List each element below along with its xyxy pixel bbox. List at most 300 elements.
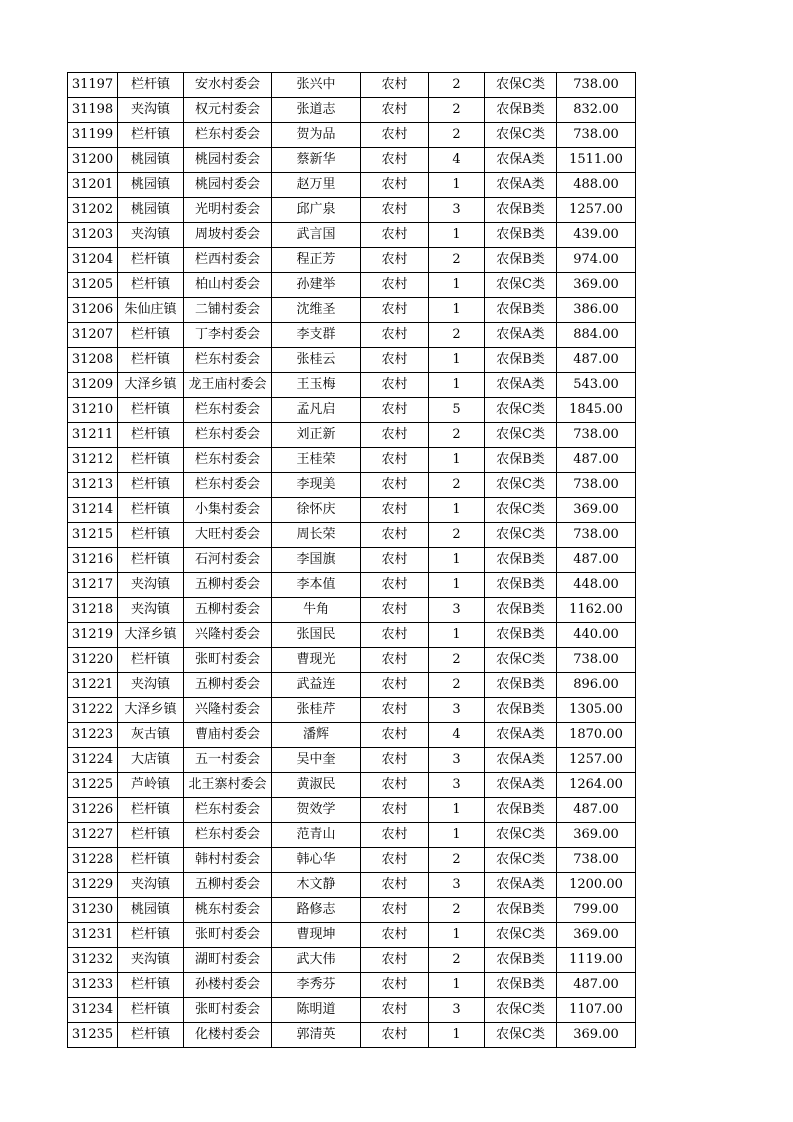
name-cell: 贺效学 xyxy=(272,798,361,823)
table-row xyxy=(68,1023,636,1048)
name-cell: 牛角 xyxy=(272,598,361,623)
household-count-cell: 1 xyxy=(429,823,485,848)
table-row xyxy=(68,398,636,423)
village-committee-cell: 北王寨村委会 xyxy=(184,773,272,798)
area-type-cell: 农村 xyxy=(361,548,429,573)
insurance-category-cell: 农保B类 xyxy=(485,973,557,998)
name-cell: 李秀芬 xyxy=(272,973,361,998)
household-count-cell: 3 xyxy=(429,773,485,798)
village-committee-cell: 大旺村委会 xyxy=(184,523,272,548)
name-cell: 李本值 xyxy=(272,573,361,598)
amount-cell: 738.00 xyxy=(557,523,636,548)
insurance-category-cell: 农保B类 xyxy=(485,548,557,573)
table-row xyxy=(68,923,636,948)
town-cell: 夹沟镇 xyxy=(118,98,184,123)
area-type-cell: 农村 xyxy=(361,348,429,373)
table-row xyxy=(68,748,636,773)
household-count-cell: 1 xyxy=(429,173,485,198)
table-row xyxy=(68,598,636,623)
name-cell: 张桂芹 xyxy=(272,698,361,723)
record-id-cell: 31228 xyxy=(68,848,118,873)
town-cell: 栏杆镇 xyxy=(118,548,184,573)
name-cell: 赵万里 xyxy=(272,173,361,198)
village-committee-cell: 化楼村委会 xyxy=(184,1023,272,1048)
village-committee-cell: 湖町村委会 xyxy=(184,948,272,973)
household-count-cell: 1 xyxy=(429,448,485,473)
amount-cell: 386.00 xyxy=(557,298,636,323)
household-count-cell: 2 xyxy=(429,848,485,873)
town-cell: 大泽乡镇 xyxy=(118,698,184,723)
household-count-cell: 3 xyxy=(429,873,485,898)
insurance-category-cell: 农保C类 xyxy=(485,1023,557,1048)
village-committee-cell: 张町村委会 xyxy=(184,648,272,673)
town-cell: 栏杆镇 xyxy=(118,248,184,273)
table-row xyxy=(68,573,636,598)
amount-cell: 738.00 xyxy=(557,648,636,673)
village-committee-cell: 丁李村委会 xyxy=(184,323,272,348)
household-count-cell: 5 xyxy=(429,398,485,423)
insurance-category-cell: 农保C类 xyxy=(485,998,557,1023)
amount-cell: 1119.00 xyxy=(557,948,636,973)
insurance-category-cell: 农保B类 xyxy=(485,698,557,723)
household-count-cell: 2 xyxy=(429,73,485,98)
village-committee-cell: 栏东村委会 xyxy=(184,123,272,148)
amount-cell: 974.00 xyxy=(557,248,636,273)
record-id-cell: 31231 xyxy=(68,923,118,948)
insurance-category-cell: 农保C类 xyxy=(485,498,557,523)
area-type-cell: 农村 xyxy=(361,423,429,448)
area-type-cell: 农村 xyxy=(361,923,429,948)
village-committee-cell: 五一村委会 xyxy=(184,748,272,773)
amount-cell: 487.00 xyxy=(557,348,636,373)
village-committee-cell: 栏东村委会 xyxy=(184,448,272,473)
insurance-category-cell: 农保B类 xyxy=(485,348,557,373)
insurance-category-cell: 农保B类 xyxy=(485,248,557,273)
town-cell: 栏杆镇 xyxy=(118,73,184,98)
village-committee-cell: 张町村委会 xyxy=(184,923,272,948)
table-row xyxy=(68,298,636,323)
amount-cell: 738.00 xyxy=(557,473,636,498)
area-type-cell: 农村 xyxy=(361,198,429,223)
table-row xyxy=(68,998,636,1023)
village-committee-cell: 桃园村委会 xyxy=(184,148,272,173)
insurance-category-cell: 农保C类 xyxy=(485,923,557,948)
town-cell: 栏杆镇 xyxy=(118,823,184,848)
record-id-cell: 31215 xyxy=(68,523,118,548)
insurance-category-cell: 农保A类 xyxy=(485,323,557,348)
town-cell: 栏杆镇 xyxy=(118,398,184,423)
insurance-category-cell: 农保C类 xyxy=(485,473,557,498)
village-committee-cell: 桃园村委会 xyxy=(184,173,272,198)
household-count-cell: 2 xyxy=(429,123,485,148)
area-type-cell: 农村 xyxy=(361,848,429,873)
town-cell: 栏杆镇 xyxy=(118,998,184,1023)
record-id-cell: 31207 xyxy=(68,323,118,348)
village-committee-cell: 二铺村委会 xyxy=(184,298,272,323)
area-type-cell: 农村 xyxy=(361,798,429,823)
village-committee-cell: 栏东村委会 xyxy=(184,348,272,373)
household-count-cell: 2 xyxy=(429,473,485,498)
name-cell: 张兴中 xyxy=(272,73,361,98)
amount-cell: 369.00 xyxy=(557,1023,636,1048)
household-count-cell: 1 xyxy=(429,623,485,648)
area-type-cell: 农村 xyxy=(361,873,429,898)
household-count-cell: 3 xyxy=(429,598,485,623)
town-cell: 栏杆镇 xyxy=(118,923,184,948)
town-cell: 大店镇 xyxy=(118,748,184,773)
town-cell: 栏杆镇 xyxy=(118,848,184,873)
village-committee-cell: 兴隆村委会 xyxy=(184,623,272,648)
name-cell: 陈明道 xyxy=(272,998,361,1023)
record-id-cell: 31220 xyxy=(68,648,118,673)
name-cell: 程正芳 xyxy=(272,248,361,273)
table-row xyxy=(68,423,636,448)
table-row xyxy=(68,823,636,848)
amount-cell: 1845.00 xyxy=(557,398,636,423)
insurance-category-cell: 农保A类 xyxy=(485,748,557,773)
record-id-cell: 31210 xyxy=(68,398,118,423)
record-id-cell: 31204 xyxy=(68,248,118,273)
record-id-cell: 31232 xyxy=(68,948,118,973)
town-cell: 栏杆镇 xyxy=(118,498,184,523)
table-row xyxy=(68,948,636,973)
insurance-category-cell: 农保B类 xyxy=(485,623,557,648)
household-count-cell: 2 xyxy=(429,673,485,698)
amount-cell: 369.00 xyxy=(557,823,636,848)
record-id-cell: 31213 xyxy=(68,473,118,498)
amount-cell: 738.00 xyxy=(557,423,636,448)
household-count-cell: 1 xyxy=(429,923,485,948)
amount-cell: 1257.00 xyxy=(557,198,636,223)
household-count-cell: 1 xyxy=(429,573,485,598)
area-type-cell: 农村 xyxy=(361,448,429,473)
town-cell: 栏杆镇 xyxy=(118,448,184,473)
household-count-cell: 1 xyxy=(429,548,485,573)
amount-cell: 738.00 xyxy=(557,123,636,148)
area-type-cell: 农村 xyxy=(361,248,429,273)
record-id-cell: 31208 xyxy=(68,348,118,373)
name-cell: 李现美 xyxy=(272,473,361,498)
village-committee-cell: 曹庙村委会 xyxy=(184,723,272,748)
record-id-cell: 31205 xyxy=(68,273,118,298)
village-committee-cell: 周坡村委会 xyxy=(184,223,272,248)
name-cell: 曹现光 xyxy=(272,648,361,673)
area-type-cell: 农村 xyxy=(361,973,429,998)
insurance-category-cell: 农保A类 xyxy=(485,723,557,748)
area-type-cell: 农村 xyxy=(361,523,429,548)
town-cell: 桃园镇 xyxy=(118,173,184,198)
table-row xyxy=(68,673,636,698)
name-cell: 曹现坤 xyxy=(272,923,361,948)
household-count-cell: 1 xyxy=(429,798,485,823)
table-row xyxy=(68,898,636,923)
name-cell: 张国民 xyxy=(272,623,361,648)
area-type-cell: 农村 xyxy=(361,748,429,773)
area-type-cell: 农村 xyxy=(361,323,429,348)
name-cell: 蔡新华 xyxy=(272,148,361,173)
town-cell: 桃园镇 xyxy=(118,198,184,223)
amount-cell: 1511.00 xyxy=(557,148,636,173)
table-row xyxy=(68,498,636,523)
village-committee-cell: 石河村委会 xyxy=(184,548,272,573)
insurance-category-cell: 农保B类 xyxy=(485,198,557,223)
table-row xyxy=(68,223,636,248)
insurance-category-cell: 农保B类 xyxy=(485,98,557,123)
insurance-category-cell: 农保A类 xyxy=(485,773,557,798)
amount-cell: 799.00 xyxy=(557,898,636,923)
village-committee-cell: 栏东村委会 xyxy=(184,398,272,423)
amount-cell: 1162.00 xyxy=(557,598,636,623)
village-committee-cell: 小集村委会 xyxy=(184,498,272,523)
area-type-cell: 农村 xyxy=(361,673,429,698)
town-cell: 朱仙庄镇 xyxy=(118,298,184,323)
table-row xyxy=(68,698,636,723)
table-row xyxy=(68,98,636,123)
village-committee-cell: 柏山村委会 xyxy=(184,273,272,298)
table-row xyxy=(68,773,636,798)
area-type-cell: 农村 xyxy=(361,1023,429,1048)
record-id-cell: 31214 xyxy=(68,498,118,523)
amount-cell: 1305.00 xyxy=(557,698,636,723)
town-cell: 桃园镇 xyxy=(118,148,184,173)
area-type-cell: 农村 xyxy=(361,123,429,148)
household-count-cell: 2 xyxy=(429,248,485,273)
household-count-cell: 2 xyxy=(429,98,485,123)
area-type-cell: 农村 xyxy=(361,473,429,498)
household-count-cell: 2 xyxy=(429,523,485,548)
village-committee-cell: 桃东村委会 xyxy=(184,898,272,923)
insurance-category-cell: 农保B类 xyxy=(485,448,557,473)
village-committee-cell: 五柳村委会 xyxy=(184,673,272,698)
town-cell: 栏杆镇 xyxy=(118,273,184,298)
record-id-cell: 31222 xyxy=(68,698,118,723)
table-row xyxy=(68,73,636,98)
town-cell: 夹沟镇 xyxy=(118,573,184,598)
record-id-cell: 31234 xyxy=(68,998,118,1023)
area-type-cell: 农村 xyxy=(361,773,429,798)
amount-cell: 488.00 xyxy=(557,173,636,198)
insurance-category-cell: 农保A类 xyxy=(485,148,557,173)
town-cell: 桃园镇 xyxy=(118,898,184,923)
town-cell: 夹沟镇 xyxy=(118,673,184,698)
amount-cell: 369.00 xyxy=(557,273,636,298)
name-cell: 孟凡启 xyxy=(272,398,361,423)
table-row xyxy=(68,873,636,898)
name-cell: 李支群 xyxy=(272,323,361,348)
table-row xyxy=(68,723,636,748)
record-id-cell: 31223 xyxy=(68,723,118,748)
name-cell: 郭清英 xyxy=(272,1023,361,1048)
area-type-cell: 农村 xyxy=(361,73,429,98)
record-id-cell: 31200 xyxy=(68,148,118,173)
table-row xyxy=(68,273,636,298)
area-type-cell: 农村 xyxy=(361,948,429,973)
record-id-cell: 31197 xyxy=(68,73,118,98)
table-row xyxy=(68,648,636,673)
town-cell: 灰古镇 xyxy=(118,723,184,748)
area-type-cell: 农村 xyxy=(361,898,429,923)
village-committee-cell: 张町村委会 xyxy=(184,998,272,1023)
town-cell: 栏杆镇 xyxy=(118,348,184,373)
record-id-cell: 31227 xyxy=(68,823,118,848)
household-count-cell: 3 xyxy=(429,198,485,223)
amount-cell: 369.00 xyxy=(557,498,636,523)
insurance-category-cell: 农保C类 xyxy=(485,73,557,98)
household-count-cell: 4 xyxy=(429,148,485,173)
town-cell: 夹沟镇 xyxy=(118,223,184,248)
area-type-cell: 农村 xyxy=(361,148,429,173)
village-committee-cell: 孙楼村委会 xyxy=(184,973,272,998)
amount-cell: 738.00 xyxy=(557,73,636,98)
insurance-category-cell: 农保C类 xyxy=(485,273,557,298)
insurance-category-cell: 农保A类 xyxy=(485,873,557,898)
record-id-cell: 31226 xyxy=(68,798,118,823)
record-id-cell: 31219 xyxy=(68,623,118,648)
insurance-category-cell: 农保B类 xyxy=(485,573,557,598)
table-row xyxy=(68,123,636,148)
record-id-cell: 31224 xyxy=(68,748,118,773)
table-row xyxy=(68,523,636,548)
village-committee-cell: 五柳村委会 xyxy=(184,873,272,898)
name-cell: 韩心华 xyxy=(272,848,361,873)
name-cell: 王玉梅 xyxy=(272,373,361,398)
record-id-cell: 31229 xyxy=(68,873,118,898)
amount-cell: 487.00 xyxy=(557,548,636,573)
household-count-cell: 1 xyxy=(429,973,485,998)
record-id-cell: 31217 xyxy=(68,573,118,598)
amount-cell: 738.00 xyxy=(557,848,636,873)
area-type-cell: 农村 xyxy=(361,298,429,323)
table-row xyxy=(68,548,636,573)
name-cell: 张道志 xyxy=(272,98,361,123)
area-type-cell: 农村 xyxy=(361,498,429,523)
name-cell: 武大伟 xyxy=(272,948,361,973)
table-row xyxy=(68,348,636,373)
name-cell: 木文静 xyxy=(272,873,361,898)
name-cell: 徐怀庆 xyxy=(272,498,361,523)
household-count-cell: 2 xyxy=(429,423,485,448)
table-row xyxy=(68,198,636,223)
household-count-cell: 1 xyxy=(429,223,485,248)
record-id-cell: 31201 xyxy=(68,173,118,198)
name-cell: 李国旗 xyxy=(272,548,361,573)
village-committee-cell: 栏东村委会 xyxy=(184,823,272,848)
amount-cell: 543.00 xyxy=(557,373,636,398)
record-id-cell: 31235 xyxy=(68,1023,118,1048)
village-committee-cell: 韩村村委会 xyxy=(184,848,272,873)
household-count-cell: 1 xyxy=(429,498,485,523)
area-type-cell: 农村 xyxy=(361,698,429,723)
town-cell: 栏杆镇 xyxy=(118,473,184,498)
household-count-cell: 1 xyxy=(429,348,485,373)
village-committee-cell: 栏东村委会 xyxy=(184,473,272,498)
amount-cell: 896.00 xyxy=(557,673,636,698)
village-committee-cell: 权元村委会 xyxy=(184,98,272,123)
name-cell: 王桂荣 xyxy=(272,448,361,473)
insurance-category-cell: 农保C类 xyxy=(485,823,557,848)
table-body xyxy=(68,73,636,1048)
name-cell: 吴中奎 xyxy=(272,748,361,773)
area-type-cell: 农村 xyxy=(361,998,429,1023)
name-cell: 孙建举 xyxy=(272,273,361,298)
town-cell: 栏杆镇 xyxy=(118,523,184,548)
record-id-cell: 31203 xyxy=(68,223,118,248)
area-type-cell: 农村 xyxy=(361,173,429,198)
amount-cell: 439.00 xyxy=(557,223,636,248)
household-count-cell: 3 xyxy=(429,748,485,773)
area-type-cell: 农村 xyxy=(361,273,429,298)
insurance-category-cell: 农保B类 xyxy=(485,223,557,248)
name-cell: 贺为品 xyxy=(272,123,361,148)
amount-cell: 1107.00 xyxy=(557,998,636,1023)
village-committee-cell: 五柳村委会 xyxy=(184,598,272,623)
village-committee-cell: 栏东村委会 xyxy=(184,798,272,823)
household-count-cell: 3 xyxy=(429,998,485,1023)
insurance-category-cell: 农保C类 xyxy=(485,123,557,148)
town-cell: 栏杆镇 xyxy=(118,123,184,148)
town-cell: 栏杆镇 xyxy=(118,648,184,673)
insurance-category-cell: 农保C类 xyxy=(485,648,557,673)
insurance-category-cell: 农保B类 xyxy=(485,673,557,698)
amount-cell: 1264.00 xyxy=(557,773,636,798)
town-cell: 栏杆镇 xyxy=(118,1023,184,1048)
name-cell: 黄淑民 xyxy=(272,773,361,798)
area-type-cell: 农村 xyxy=(361,823,429,848)
area-type-cell: 农村 xyxy=(361,623,429,648)
town-cell: 栏杆镇 xyxy=(118,798,184,823)
village-committee-cell: 龙王庙村委会 xyxy=(184,373,272,398)
amount-cell: 832.00 xyxy=(557,98,636,123)
insurance-category-cell: 农保C类 xyxy=(485,423,557,448)
village-committee-cell: 栏东村委会 xyxy=(184,423,272,448)
insurance-category-cell: 农保B类 xyxy=(485,798,557,823)
name-cell: 潘辉 xyxy=(272,723,361,748)
household-count-cell: 3 xyxy=(429,698,485,723)
data-table xyxy=(67,72,636,1048)
household-count-cell: 2 xyxy=(429,948,485,973)
insurance-category-cell: 农保B类 xyxy=(485,948,557,973)
area-type-cell: 农村 xyxy=(361,98,429,123)
village-committee-cell: 五柳村委会 xyxy=(184,573,272,598)
name-cell: 邱广泉 xyxy=(272,198,361,223)
amount-cell: 487.00 xyxy=(557,448,636,473)
household-count-cell: 4 xyxy=(429,723,485,748)
area-type-cell: 农村 xyxy=(361,573,429,598)
record-id-cell: 31199 xyxy=(68,123,118,148)
insurance-category-cell: 农保C类 xyxy=(485,523,557,548)
amount-cell: 884.00 xyxy=(557,323,636,348)
area-type-cell: 农村 xyxy=(361,223,429,248)
name-cell: 范青山 xyxy=(272,823,361,848)
table-row xyxy=(68,173,636,198)
area-type-cell: 农村 xyxy=(361,373,429,398)
table-row xyxy=(68,848,636,873)
table-row xyxy=(68,373,636,398)
amount-cell: 369.00 xyxy=(557,923,636,948)
household-count-cell: 1 xyxy=(429,1023,485,1048)
record-id-cell: 31233 xyxy=(68,973,118,998)
household-count-cell: 2 xyxy=(429,323,485,348)
name-cell: 路修志 xyxy=(272,898,361,923)
record-id-cell: 31202 xyxy=(68,198,118,223)
town-cell: 大泽乡镇 xyxy=(118,373,184,398)
name-cell: 武益连 xyxy=(272,673,361,698)
record-id-cell: 31218 xyxy=(68,598,118,623)
record-id-cell: 31225 xyxy=(68,773,118,798)
record-id-cell: 31206 xyxy=(68,298,118,323)
table-row xyxy=(68,973,636,998)
amount-cell: 440.00 xyxy=(557,623,636,648)
